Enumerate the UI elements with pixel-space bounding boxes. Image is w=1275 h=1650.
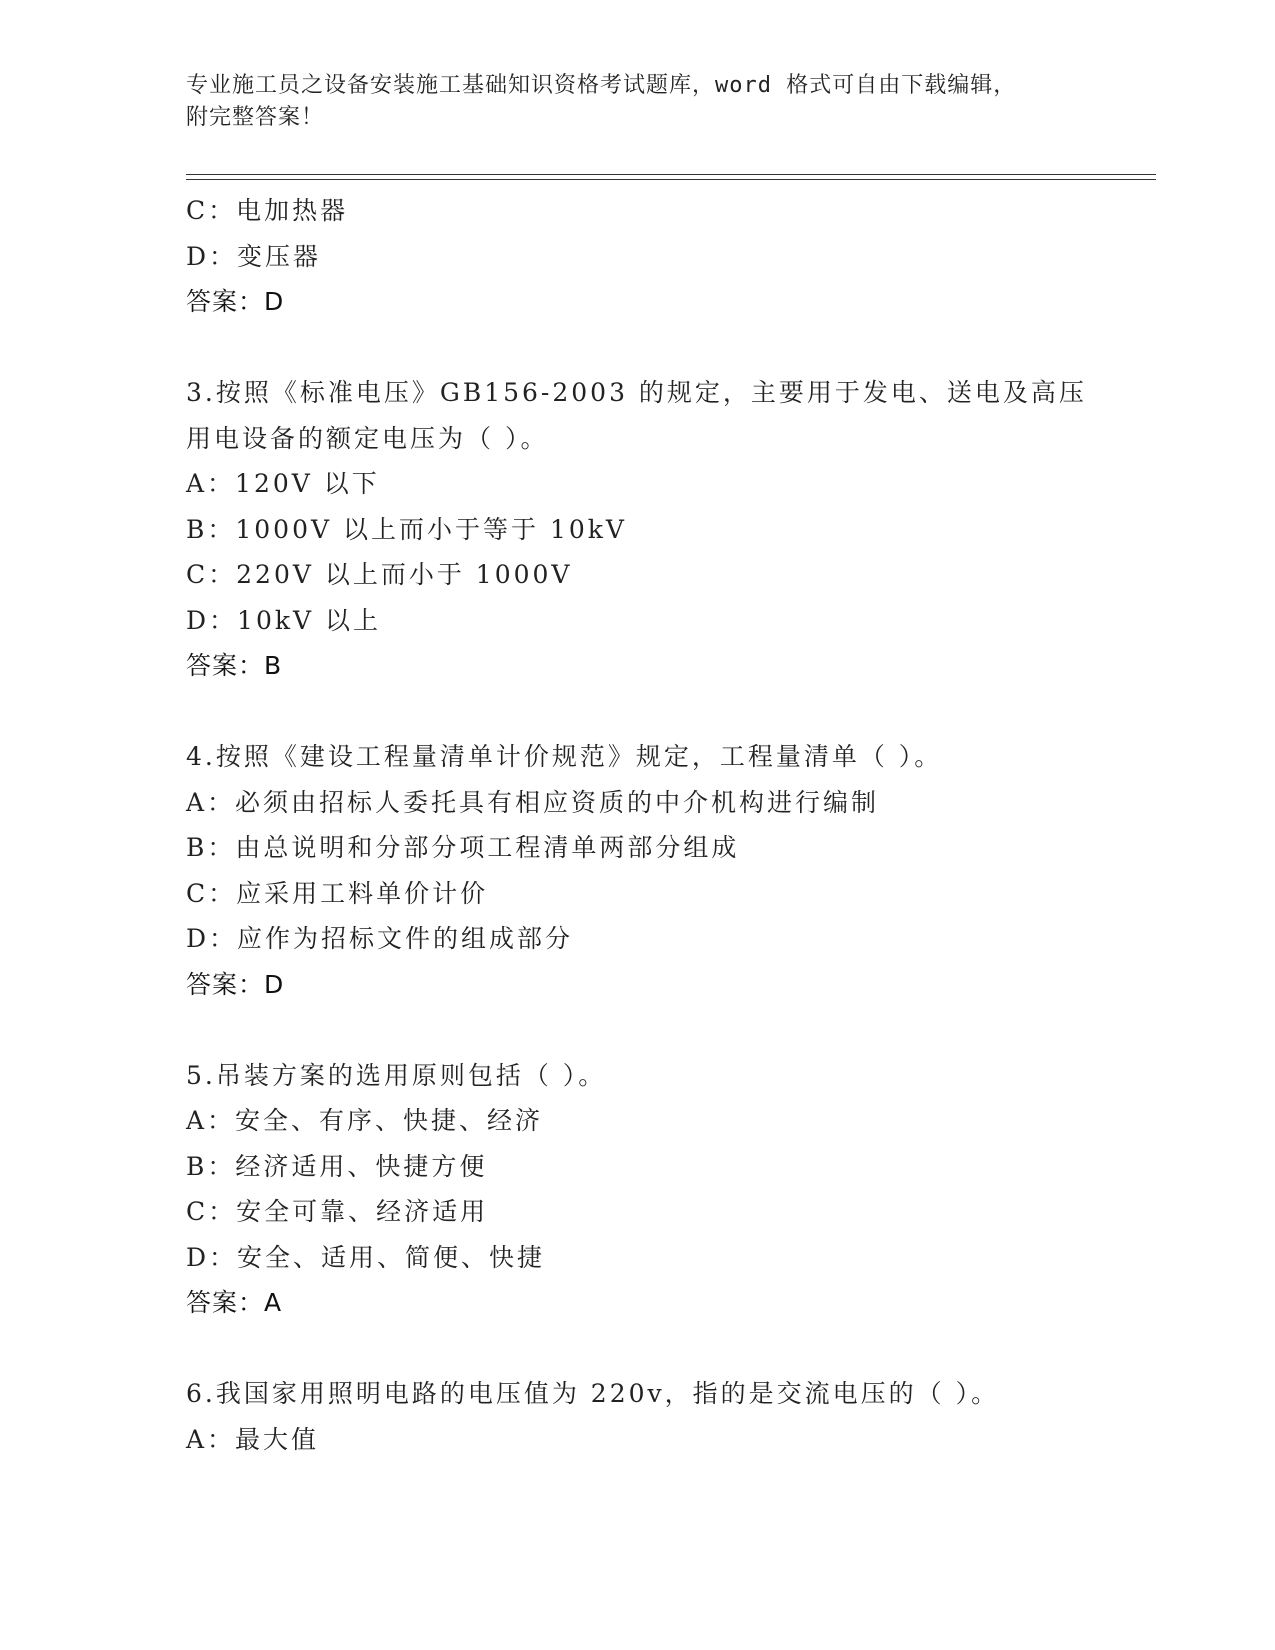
document-header [186, 70, 1156, 140]
q3-question-line-1: 3.按照《标准电压》GB156-2003 的规定，主要用于发电、送电及高压 [186, 378, 1087, 407]
q2-answer: 答案：D [186, 287, 285, 316]
q3-option-d: D：10kV 以上 [186, 605, 382, 635]
q5-answer: 答案：A [186, 1288, 283, 1317]
q4-option-a: A：必须由招标人委托具有相应资质的中介机构进行编制 [186, 787, 880, 817]
q4-question: 4.按照《建设工程量清单计价规范》规定，工程量清单（ ）。 [186, 742, 943, 771]
q2-option-d: D：变压器 [186, 241, 322, 271]
q4-option-c: C：应采用工料单价计价 [186, 878, 489, 908]
header-line-1: 专业施工员之设备安装施工基础知识资格考试题库，word 格式可自由下载编辑， [186, 73, 1017, 98]
header-divider [186, 174, 1156, 180]
question-list [186, 188, 1156, 1462]
q5-option-a: A：安全、有序、快捷、经济 [186, 1106, 544, 1135]
q5-question: 5.吊装方案的选用原则包括（ ）。 [186, 1060, 607, 1090]
q3-question-line-2: 用电设备的额定电压为（ ）。 [186, 423, 549, 453]
document-page [186, 70, 1156, 1462]
q3-option-a: A：120V 以下 [186, 469, 380, 498]
spacer [186, 1007, 1156, 1053]
q5-option-b: B：经济适用、快捷方便 [186, 1151, 488, 1181]
q3-answer: 答案：B [186, 651, 283, 680]
q4-option-b: B：由总说明和分部分项工程清单两部分组成 [186, 833, 740, 862]
q6-question: 6.我国家用照明电路的电压值为 220v，指的是交流电压的（ ）。 [186, 1379, 1000, 1408]
q4-answer: 答案：D [186, 969, 285, 999]
q4-option-d: D：应作为招标文件的组成部分 [186, 924, 574, 953]
q5-option-d: D：安全、适用、简便、快捷 [186, 1242, 546, 1272]
spacer [186, 1326, 1156, 1372]
q3-option-b: B：1000V 以上而小于等于 10kV [186, 514, 627, 544]
q3-option-c: C：220V 以上而小于 1000V [186, 560, 573, 589]
q2-option-c: C：电加热器 [186, 196, 349, 225]
header-line-2: 附完整答案！ [186, 105, 325, 130]
spacer [186, 689, 1156, 735]
q5-option-c: C：安全可靠、经济适用 [186, 1197, 489, 1226]
q6-option-a: A：最大值 [186, 1424, 320, 1454]
spacer [186, 325, 1156, 371]
